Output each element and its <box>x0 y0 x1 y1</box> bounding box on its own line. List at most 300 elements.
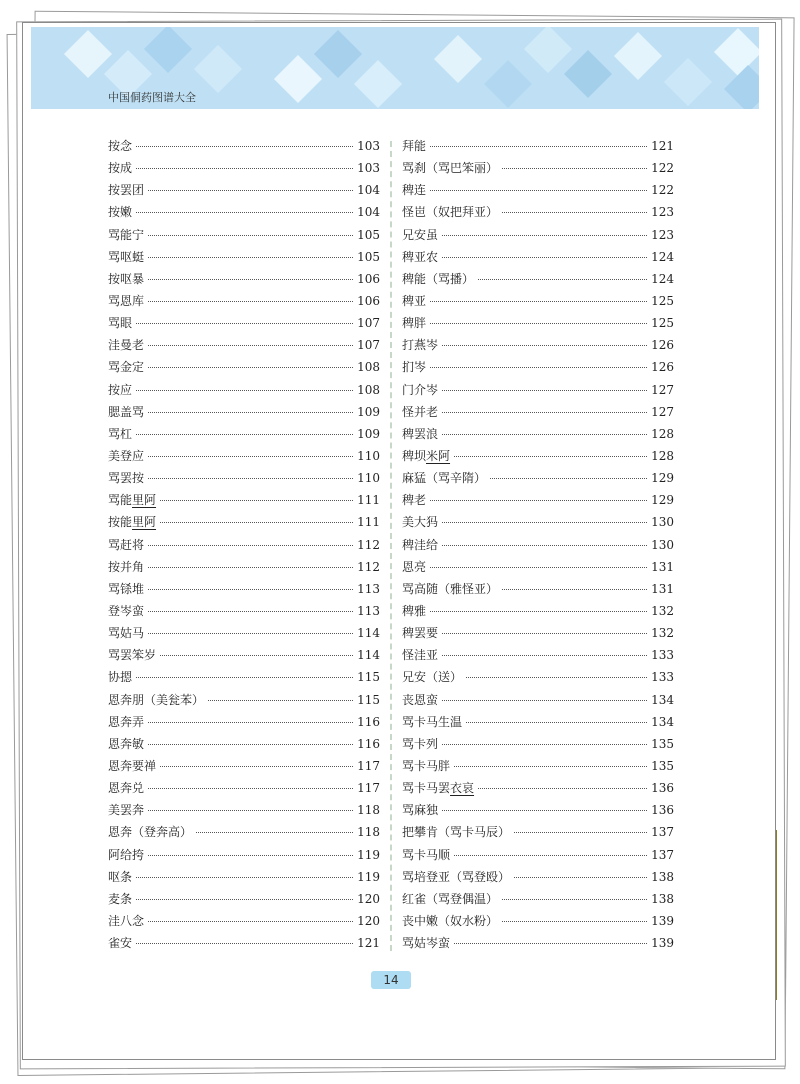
entry-page: 135 <box>651 758 674 773</box>
entry-name: 红雀（骂登偶温） <box>402 891 499 906</box>
dot-leader <box>136 323 353 324</box>
entry-page: 138 <box>651 891 674 906</box>
entry-name: 稗罢浪 <box>402 426 439 441</box>
dot-leader <box>148 810 353 811</box>
dot-leader <box>478 279 647 280</box>
entry-page: 131 <box>651 559 674 574</box>
diamond-shape <box>664 58 712 106</box>
dot-leader <box>160 500 353 501</box>
diamond-shape <box>484 60 532 108</box>
entry-page: 118 <box>357 803 380 818</box>
toc-entry[interactable] <box>108 381 380 403</box>
entry-name: 美罢奔 <box>108 803 145 818</box>
entry-name: 稗雅 <box>402 603 427 618</box>
entry-name: 怪并老 <box>402 404 439 419</box>
toc-entry[interactable] <box>402 336 674 358</box>
toc-entry[interactable] <box>402 779 674 801</box>
toc-entry[interactable] <box>402 846 674 868</box>
toc-entry[interactable] <box>108 536 380 558</box>
dot-leader <box>136 877 353 878</box>
page-number: 14 <box>371 971 411 989</box>
dot-leader <box>148 235 353 236</box>
entry-page: 105 <box>357 227 380 242</box>
entry-page: 137 <box>651 825 674 840</box>
toc-entry[interactable] <box>402 358 674 380</box>
toc-entry[interactable] <box>402 469 674 491</box>
toc-entry[interactable] <box>108 757 380 779</box>
entry-page: 110 <box>357 448 380 463</box>
entry-page: 120 <box>357 891 380 906</box>
entry-page: 104 <box>357 183 380 198</box>
dot-leader <box>148 412 353 413</box>
entry-page: 122 <box>651 183 674 198</box>
entry-page: 121 <box>651 139 674 153</box>
dot-leader <box>502 168 647 169</box>
entry-name: 骂罢笨岁 <box>108 648 157 663</box>
toc-entry[interactable] <box>402 447 674 469</box>
entry-page: 129 <box>651 493 674 508</box>
toc-entry[interactable] <box>108 203 380 225</box>
toc-entry[interactable] <box>108 713 380 735</box>
toc-entry[interactable] <box>108 469 380 491</box>
toc-entry[interactable] <box>402 735 674 757</box>
entry-name: 稗连 <box>402 183 427 198</box>
entry-page: 122 <box>651 161 674 176</box>
toc-entry[interactable] <box>108 270 380 292</box>
dot-leader <box>136 212 353 213</box>
toc-entry[interactable] <box>402 757 674 779</box>
dot-leader <box>502 899 647 900</box>
entry-page: 106 <box>357 271 380 286</box>
dot-leader <box>196 832 353 833</box>
dot-leader <box>430 323 647 324</box>
dot-leader <box>148 921 353 922</box>
entry-name: 恩奔兑 <box>108 781 145 796</box>
toc-entry[interactable] <box>108 491 380 513</box>
toc-entry[interactable] <box>108 292 380 314</box>
toc-entry[interactable] <box>108 646 380 668</box>
entry-name: 骂呕蜓 <box>108 249 145 264</box>
toc-entry[interactable] <box>108 735 380 757</box>
entry-name: 恩奔敏 <box>108 736 145 751</box>
dot-leader <box>442 235 647 236</box>
dot-leader <box>442 522 647 523</box>
toc-entry[interactable] <box>402 868 674 890</box>
entry-page: 129 <box>651 471 674 486</box>
toc-entry[interactable] <box>402 513 674 535</box>
dot-leader <box>478 788 647 789</box>
toc-left-column <box>108 137 380 956</box>
dot-leader <box>148 545 353 546</box>
entry-name: 稗老 <box>402 493 427 508</box>
dot-leader <box>430 301 647 302</box>
entry-page: 125 <box>651 316 674 331</box>
toc-entry[interactable] <box>402 624 674 646</box>
entry-page: 124 <box>651 249 674 264</box>
toc-entry[interactable] <box>108 358 380 380</box>
entry-name: 稗罢要 <box>402 626 439 641</box>
dot-leader <box>442 257 647 258</box>
dot-leader <box>442 633 647 634</box>
entry-page: 116 <box>357 714 380 729</box>
toc-entry[interactable] <box>108 336 380 358</box>
dot-leader <box>148 345 353 346</box>
diamond-shape <box>564 50 612 98</box>
entry-name: 稗坝 <box>402 448 427 463</box>
dot-leader <box>514 877 647 878</box>
dot-leader <box>502 921 647 922</box>
toc-entry[interactable] <box>108 823 380 845</box>
entry-page: 134 <box>651 714 674 729</box>
toc-entry[interactable] <box>402 536 674 558</box>
toc-entry[interactable] <box>402 292 674 314</box>
entry-name: 按应 <box>108 382 133 397</box>
entry-name: 按并角 <box>108 559 145 574</box>
toc-entry[interactable] <box>402 912 674 934</box>
dot-leader <box>160 655 353 656</box>
toc-entry[interactable] <box>108 248 380 270</box>
entry-name: 稗能（骂播） <box>402 271 475 286</box>
toc-entry[interactable] <box>108 602 380 624</box>
entry-page: 113 <box>357 581 380 596</box>
entry-name: 麻猛（骂辛隋） <box>402 471 487 486</box>
entry-name: 恩奔弄 <box>108 714 145 729</box>
entry-name: 骂恩库 <box>108 293 145 308</box>
toc-entry[interactable] <box>108 513 380 535</box>
dot-leader <box>466 722 647 723</box>
book-title: 中国侗药图谱大全 <box>108 91 196 104</box>
entry-page: 110 <box>357 471 380 486</box>
dot-leader <box>148 611 353 612</box>
dot-leader <box>148 589 353 590</box>
entry-name: 稗亚农 <box>402 249 439 264</box>
dot-leader <box>136 390 353 391</box>
entry-page: 106 <box>357 293 380 308</box>
toc-entry[interactable] <box>402 558 674 580</box>
entry-name: 打燕岑 <box>402 338 439 353</box>
entry-page: 123 <box>651 205 674 220</box>
entry-name: 骂罢按 <box>108 471 145 486</box>
dot-leader <box>148 855 353 856</box>
toc-entry[interactable] <box>108 425 380 447</box>
entry-page: 118 <box>357 825 380 840</box>
entry-page: 133 <box>651 670 674 685</box>
dot-leader <box>442 810 647 811</box>
toc-entry[interactable] <box>108 403 380 425</box>
entry-page: 121 <box>357 936 380 951</box>
dot-leader <box>148 190 353 191</box>
toc-entry[interactable] <box>108 668 380 690</box>
toc-entry[interactable] <box>402 602 674 624</box>
toc-entry[interactable] <box>108 890 380 912</box>
toc-entry[interactable] <box>402 890 674 912</box>
entry-page: 136 <box>651 803 674 818</box>
toc-entry[interactable] <box>402 403 674 425</box>
dot-leader <box>148 367 353 368</box>
entry-name: 稗洼给 <box>402 537 439 552</box>
toc-entry[interactable] <box>108 181 380 203</box>
entry-page: 113 <box>357 603 380 618</box>
toc-entry[interactable] <box>108 159 380 181</box>
entry-page: 115 <box>357 692 380 707</box>
dot-leader <box>454 943 647 944</box>
dot-leader <box>136 899 353 900</box>
entry-page: 103 <box>357 139 380 153</box>
entry-name-underlined: 里阿 <box>132 493 157 508</box>
dot-leader <box>430 146 647 147</box>
entry-page: 111 <box>357 493 380 508</box>
entry-name: 拜能 <box>402 139 427 153</box>
dot-leader <box>136 943 353 944</box>
entry-name: 洼八念 <box>108 913 145 928</box>
diamond-shape <box>194 45 242 93</box>
toc-entry[interactable] <box>108 801 380 823</box>
dot-leader <box>430 500 647 501</box>
dot-leader <box>454 456 647 457</box>
dot-leader <box>148 788 353 789</box>
toc-entry[interactable] <box>402 934 674 956</box>
diamond-shape <box>614 32 662 80</box>
entry-name: 骂麻独 <box>402 803 439 818</box>
dot-leader <box>208 700 353 701</box>
entry-name: 恩奔要禅 <box>108 758 157 773</box>
entry-name: 呕条 <box>108 869 133 884</box>
dot-leader <box>454 766 647 767</box>
toc-entry[interactable] <box>402 713 674 735</box>
diamond-shape <box>724 65 759 109</box>
entry-name: 丧中嫩（奴水粉） <box>402 913 499 928</box>
entry-name: 骂卡马罢 <box>402 781 451 796</box>
entry-name: 恩奔（登奔高） <box>108 825 193 840</box>
dot-leader <box>148 257 353 258</box>
toc-entry[interactable] <box>108 846 380 868</box>
toc-entry[interactable] <box>402 823 674 845</box>
entry-name: 协摁 <box>108 670 133 685</box>
toc-entry[interactable] <box>402 691 674 713</box>
entry-name: 登岑蛮 <box>108 603 145 618</box>
dot-leader <box>148 722 353 723</box>
entry-page: 131 <box>651 581 674 596</box>
entry-name: 按能 <box>108 515 133 530</box>
entry-page: 109 <box>357 426 380 441</box>
toc-entry[interactable] <box>108 314 380 336</box>
entry-name: 骂姑马 <box>108 626 145 641</box>
entry-page: 112 <box>357 559 380 574</box>
toc-entry[interactable] <box>108 691 380 713</box>
dot-leader <box>160 766 353 767</box>
dot-leader <box>148 633 353 634</box>
entry-page: 120 <box>357 913 380 928</box>
dot-leader <box>442 545 647 546</box>
entry-name: 按成 <box>108 161 133 176</box>
column-divider <box>390 141 392 951</box>
dot-leader <box>136 677 353 678</box>
toc-right-column <box>402 137 674 956</box>
entry-name: 骂卡马胖 <box>402 758 451 773</box>
entry-name: 麦条 <box>108 891 133 906</box>
toc-entry[interactable] <box>402 159 674 181</box>
dot-leader <box>442 345 647 346</box>
entry-name: 稗亚 <box>402 293 427 308</box>
entry-page: 112 <box>357 537 380 552</box>
toc-entry[interactable] <box>108 226 380 248</box>
entry-name: 雀安 <box>108 936 133 951</box>
entry-name: 按嫩 <box>108 205 133 220</box>
toc-entry[interactable] <box>402 314 674 336</box>
entry-page: 107 <box>357 338 380 353</box>
entry-page: 117 <box>357 781 380 796</box>
entry-page: 108 <box>357 360 380 375</box>
dot-leader <box>466 677 647 678</box>
entry-name: 怪洼亚 <box>402 648 439 663</box>
dot-leader <box>136 434 353 435</box>
entry-name: 骂金定 <box>108 360 145 375</box>
entry-name: 怪岜（奴把拜亚） <box>402 205 499 220</box>
entry-page: 126 <box>651 360 674 375</box>
entry-name: 骂铩堆 <box>108 581 145 596</box>
entry-name: 骂刹（骂巴笨丽） <box>402 161 499 176</box>
entry-name: 美大犸 <box>402 515 439 530</box>
dot-leader <box>502 212 647 213</box>
toc-entry[interactable] <box>402 425 674 447</box>
entry-page: 133 <box>651 648 674 663</box>
entry-page: 105 <box>357 249 380 264</box>
entry-page: 114 <box>357 648 380 663</box>
toc-entry[interactable] <box>402 226 674 248</box>
entry-name: 腮盖骂 <box>108 404 145 419</box>
entry-page: 115 <box>357 670 380 685</box>
entry-name: 按呕暴 <box>108 271 145 286</box>
entry-page: 132 <box>651 626 674 641</box>
entry-page: 139 <box>651 936 674 951</box>
entry-name: 阿给挎 <box>108 847 145 862</box>
entry-name: 骂培登亚（骂登殴） <box>402 869 511 884</box>
dot-leader <box>442 655 647 656</box>
toc-entry[interactable] <box>402 203 674 225</box>
toc-entry[interactable] <box>402 668 674 690</box>
toc-entry[interactable] <box>402 248 674 270</box>
entry-name: 骂高随（雅怪亚） <box>402 581 499 596</box>
dot-leader <box>148 478 353 479</box>
dot-leader <box>442 412 647 413</box>
entry-page: 135 <box>651 736 674 751</box>
toc-entry[interactable] <box>108 558 380 580</box>
toc-entry[interactable] <box>108 447 380 469</box>
toc-entry[interactable] <box>108 779 380 801</box>
dot-leader <box>148 456 353 457</box>
entry-name: 骂能 <box>108 493 133 508</box>
entry-page: 114 <box>357 626 380 641</box>
entry-page: 104 <box>357 205 380 220</box>
toc-entry[interactable] <box>108 624 380 646</box>
entry-name: 恩亮 <box>402 559 427 574</box>
dot-leader <box>136 146 353 147</box>
toc-entry[interactable] <box>402 646 674 668</box>
toc-entry[interactable] <box>402 580 674 602</box>
entry-name: 扪岑 <box>402 360 427 375</box>
entry-name: 骂杠 <box>108 426 133 441</box>
entry-name: 按念 <box>108 139 133 153</box>
entry-page: 130 <box>651 515 674 530</box>
dot-leader <box>148 744 353 745</box>
entry-page: 116 <box>357 736 380 751</box>
entry-name: 门介岑 <box>402 382 439 397</box>
entry-name: 把攀肯（骂卡马辰） <box>402 825 511 840</box>
toc-entry[interactable] <box>108 912 380 934</box>
entry-page: 119 <box>357 869 380 884</box>
entry-name: 洼曼老 <box>108 338 145 353</box>
dot-leader <box>148 279 353 280</box>
toc-entry[interactable] <box>402 270 674 292</box>
dot-leader <box>148 301 353 302</box>
entry-name-underlined: 米阿 <box>426 448 451 463</box>
toc-entry[interactable] <box>108 868 380 890</box>
entry-name: 骂卡马生温 <box>402 714 463 729</box>
entry-page: 136 <box>651 781 674 796</box>
entry-page: 139 <box>651 913 674 928</box>
entry-page: 117 <box>357 758 380 773</box>
diamond-shape <box>274 55 322 103</box>
entry-page: 128 <box>651 448 674 463</box>
entry-name-underlined: 里阿 <box>132 515 157 530</box>
entry-page: 127 <box>651 382 674 397</box>
entry-page: 119 <box>357 847 380 862</box>
entry-name: 骂眼 <box>108 316 133 331</box>
dot-leader <box>148 567 353 568</box>
entry-name: 骂卡马顺 <box>402 847 451 862</box>
toc-entry[interactable] <box>402 381 674 403</box>
toc-entry[interactable] <box>402 491 674 513</box>
entry-page: 126 <box>651 338 674 353</box>
dot-leader <box>442 744 647 745</box>
toc-entry[interactable] <box>108 934 380 956</box>
entry-name-underlined: 衣哀 <box>450 781 475 796</box>
entry-page: 103 <box>357 161 380 176</box>
dot-leader <box>454 855 647 856</box>
dot-leader <box>514 832 647 833</box>
diamond-shape <box>64 30 112 78</box>
dot-leader <box>136 168 353 169</box>
dot-leader <box>442 700 647 701</box>
toc-entry[interactable] <box>402 801 674 823</box>
dot-leader <box>430 190 647 191</box>
entry-page: 138 <box>651 869 674 884</box>
entry-page: 132 <box>651 603 674 618</box>
entry-name: 骂能宁 <box>108 227 145 242</box>
entry-page: 124 <box>651 271 674 286</box>
entry-page: 130 <box>651 537 674 552</box>
entry-page: 108 <box>357 382 380 397</box>
dot-leader <box>490 478 647 479</box>
entry-name: 骂卡列 <box>402 736 439 751</box>
dot-leader <box>442 434 647 435</box>
entry-name: 兄安（送） <box>402 670 463 685</box>
entry-page: 107 <box>357 316 380 331</box>
diamond-shape <box>314 30 362 78</box>
entry-page: 123 <box>651 227 674 242</box>
diamond-shape <box>354 60 402 108</box>
entry-name: 骂姑岑蛮 <box>402 936 451 951</box>
toc-entry[interactable] <box>402 181 674 203</box>
diamond-shape <box>434 35 482 83</box>
toc-entry[interactable] <box>108 580 380 602</box>
entry-page: 137 <box>651 847 674 862</box>
dot-leader <box>430 367 647 368</box>
entry-name: 骂赶将 <box>108 537 145 552</box>
dot-leader <box>502 589 647 590</box>
toc-entry[interactable] <box>108 137 380 159</box>
toc-entry[interactable] <box>402 137 674 159</box>
